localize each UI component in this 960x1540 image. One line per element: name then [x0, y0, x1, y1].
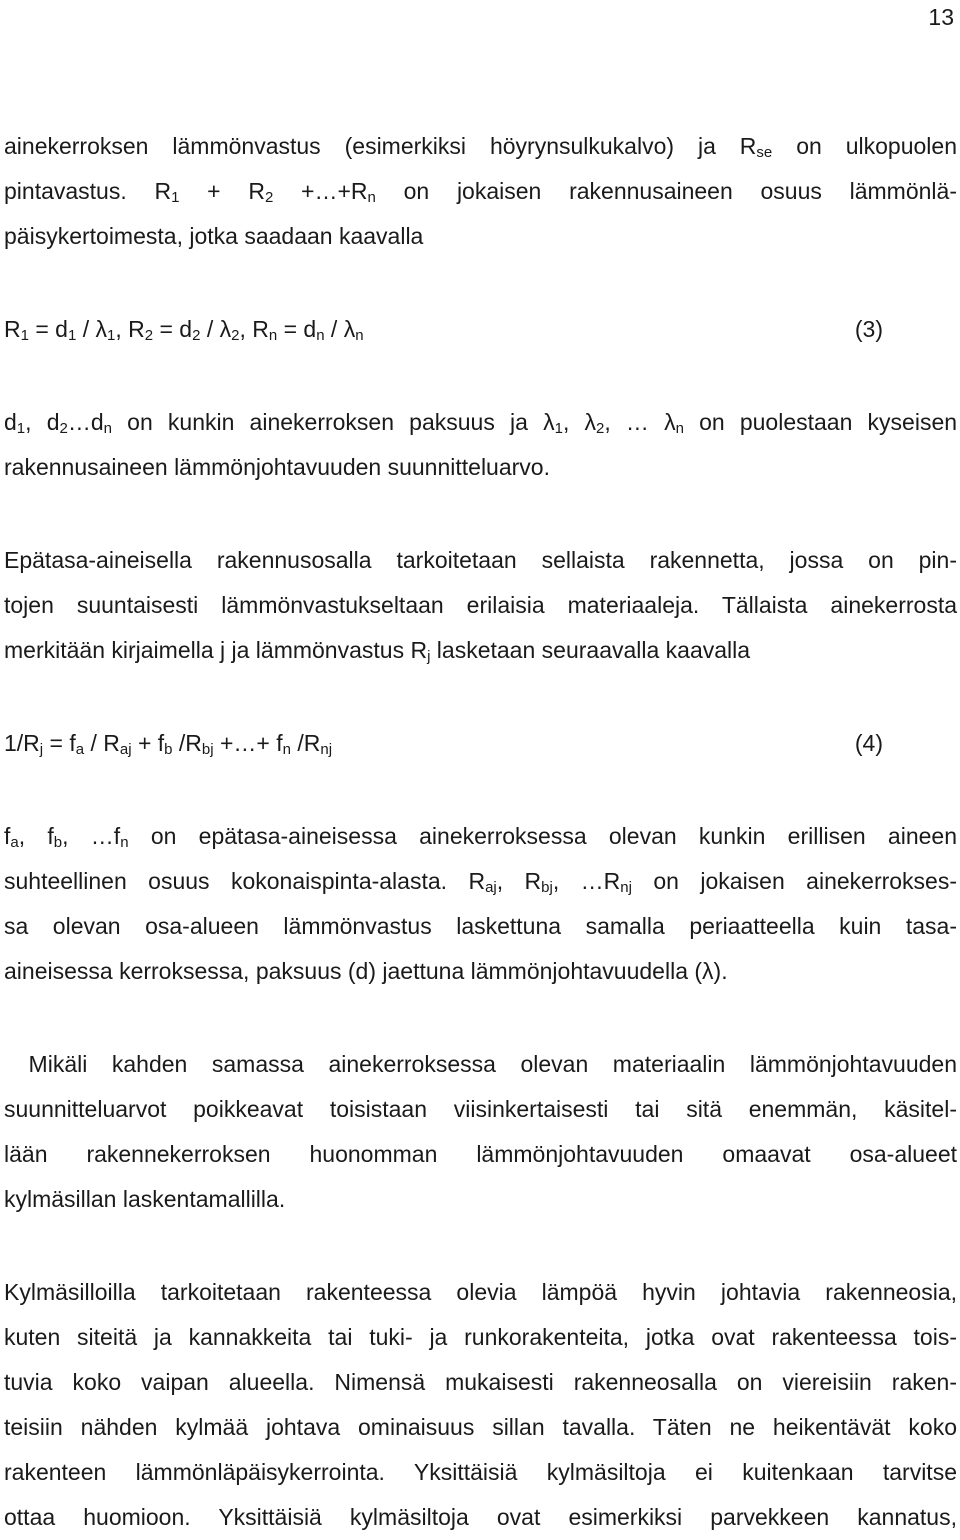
- paragraph-line: $d_1$, $d_2\dots d_n$ on kunkin ainekerroksen paksuus ja $\lambda_1$, $\lambda_2$, … $\lambda_n$ on puolestaan kyseisen: [4, 409, 958, 437]
- paragraph-line: Kylmäsilloilla tarkoitetaan rakenteessa olevia lämpöä hyvin johtavia rakenneosia,: [4, 1279, 957, 1305]
- paragraph-line: teisiin nähden kylmää johtava ominaisuus sillan tavalla. Täten ne heikentävät koko: [4, 1414, 957, 1440]
- paragraph-line: rakenteen lämmönläpäisykerrointa. Yksittäisiä kylmäsiltoja ei kuitenkaan tarvitse: [4, 1459, 957, 1485]
- paragraph-line: päisykertoimesta, jotka saadaan kaavalla: [4, 223, 424, 249]
- paragraph-line: aineisessa kerroksessa, paksuus (d) jaettuna lämmönjohtavuudella (λ).: [4, 958, 728, 984]
- equation-number: (4): [854, 730, 883, 756]
- formula-expression: $R_1 = d_1 / \lambda_1$, $R_2 = d_2 / \lambda_2$, $R_n = d_n / \lambda_n$: [4, 316, 364, 344]
- paragraph-line: tojen suuntaisesti lämmönvastukseltaan erilaisia materiaaleja. Tällaista ainekerrosta merkitään kirjaimella j ja lämmönvastus $R_j$ lasketaan seuraavalla kaavalla: [4, 592, 957, 665]
- paragraph-line: sa olevan osa-alueen lämmönvastus laskettuna samalla periaatteella kuin tasa-: [4, 913, 957, 939]
- paragraph-line: lään rakennekerroksen huonomman lämmönjohtavuuden omaavat osa-alueet: [4, 1141, 957, 1167]
- formula-expression: $1/R_j = f_a / R_{aj} + f_b$ $/R_{bj}$ +…+ $f_n$ $/R_{nj}$: [4, 730, 333, 758]
- formula-3: [4, 307, 957, 352]
- paragraph-line: Mikäli kahden samassa ainekerroksessa olevan materiaalin lämmönjohtavuuden: [4, 1051, 957, 1077]
- page-number: 13: [928, 4, 954, 30]
- paragraph-line: kylmäsillan laskentamallilla.: [4, 1186, 286, 1212]
- paragraph-line: pintavastus. $R_1 + R_2$ $+\dots+R_n$ on jokaisen rakennusaineen osuus lämmönlä-: [4, 178, 957, 206]
- paragraph-line: Epätasa-aineisella rakennusosalla tarkoitetaan sellaista rakennetta, jossa on pin-: [4, 547, 957, 573]
- paragraph-line: ottaa huomioon. Yksittäisiä kylmäsiltoja ovat esimerkiksi parvekkeen kannatus,: [4, 1504, 957, 1530]
- paragraph-line: kuten siteitä ja kannakkeita tai tuki- ja runkorakenteita, jotka ovat rakenteessa tois-: [4, 1324, 957, 1350]
- paragraph-line: ainekerroksen lämmönvastus (esimerkiksi höyrynsulkukalvo) ja $R_{se}$ on ulkopuolen: [4, 133, 957, 161]
- formula-4: [4, 721, 957, 766]
- equation-number: (3): [854, 316, 883, 342]
- paragraph-line: suunnitteluarvot poikkeavat toisistaan viisinkertaisesti tai sitä enemmän, käsitel-: [4, 1096, 957, 1122]
- paragraph-line: $f_a$, $f_b$, $\dots f_n$ on epätasa-aineisessa ainekerroksessa olevan kunkin erillisen aineen: [4, 823, 958, 851]
- paragraph-line: suhteellinen osuus kokonaispinta-alasta. $R_{aj}$, $R_{bj}$, $\dots R_{nj}$ on jokaisen ainekerrokses-: [4, 868, 958, 896]
- document-body: [4, 124, 957, 1540]
- paragraph-line: tuvia koko vaipan alueella. Nimensä mukaisesti rakenneosalla on viereisiin raken-: [4, 1369, 957, 1395]
- paragraph-line: rakennusaineen lämmönjohtavuuden suunnitteluarvo.: [4, 454, 550, 480]
